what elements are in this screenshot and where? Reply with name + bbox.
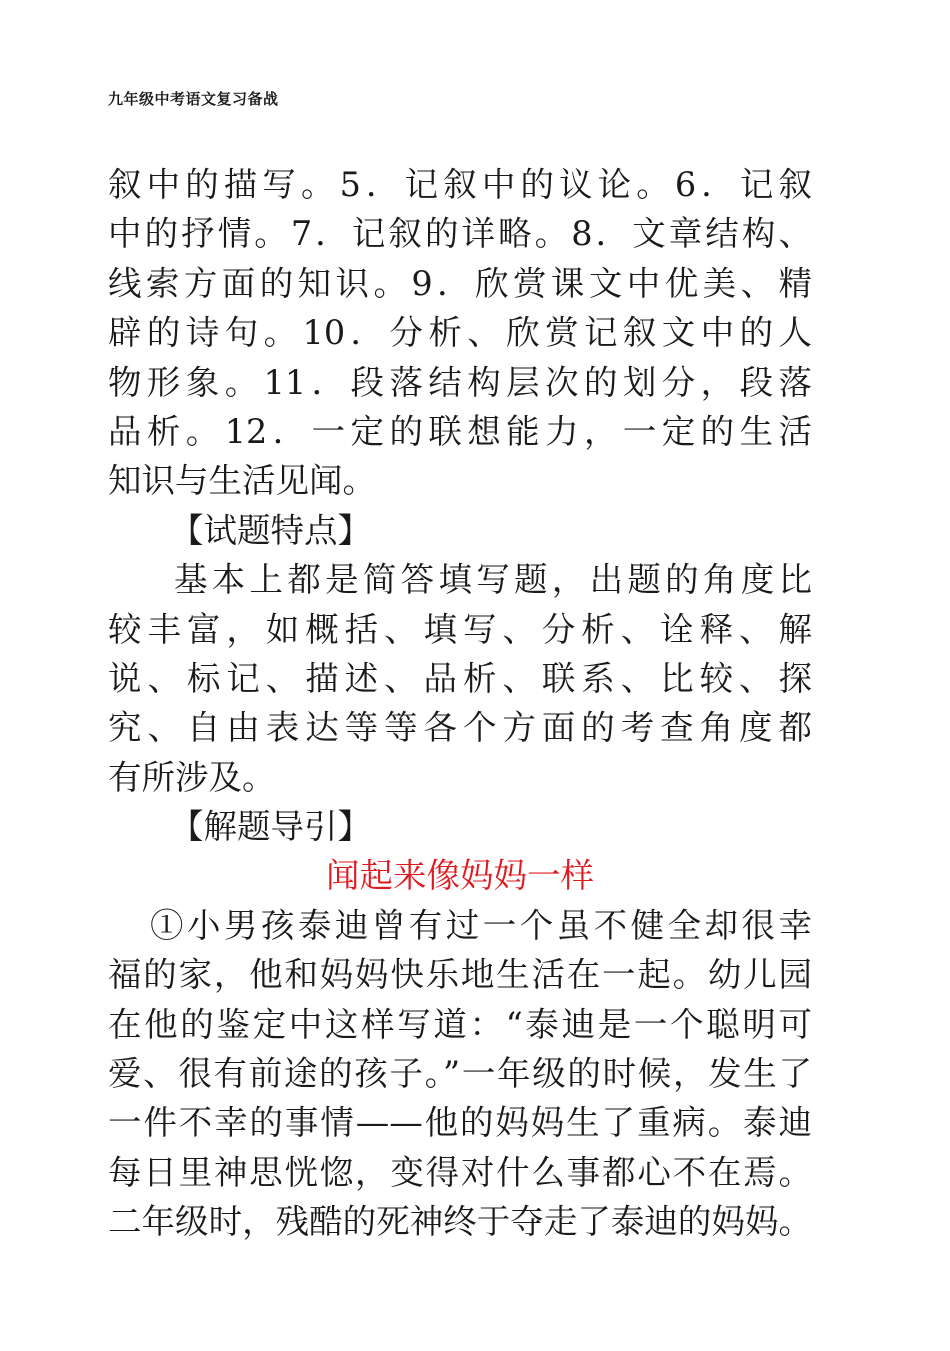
section-heading-guide: 【解题导引】 <box>170 807 371 847</box>
text-line: ①小男孩泰迪曾有过一个虽不健全却很幸 <box>150 905 812 945</box>
article-title: 闻起来像妈妈一样 <box>326 856 594 896</box>
text-line: 物形象。11．段落结构层次的划分，段落 <box>108 362 812 402</box>
text-line: 每日里神思恍惚，变得对什么事都心不在焉。 <box>108 1152 812 1192</box>
text-line: 中的抒情。7．记叙的详略。8．文章结构、 <box>108 214 812 254</box>
text-line: 有所涉及。 <box>108 757 276 797</box>
text-line: 叙中的描写。5．记叙中的议论。6．记叙 <box>108 165 812 204</box>
document-body <box>108 160 812 1247</box>
text-line: 说、标记、描述、品析、联系、比较、探 <box>108 658 812 698</box>
text-line: 爱、很有前途的孩子。”一年级的时候，发生了 <box>108 1054 812 1094</box>
text-line: 品析。12．一定的联想能力，一定的生活 <box>108 411 812 451</box>
text-line: 知识与生活见闻。 <box>108 461 376 501</box>
text-line: 在他的鉴定中这样写道：“泰迪是一个聪明可 <box>108 1004 812 1044</box>
text-line: 较丰富，如概括、填写、分析、诠释、解 <box>108 609 812 649</box>
text-line: 究、自由表达等等各个方面的考查角度都 <box>108 708 812 748</box>
text-line: 福的家，他和妈妈快乐地生活在一起。幼儿园 <box>108 955 812 995</box>
section-heading-features: 【试题特点】 <box>170 510 371 550</box>
text-line: 辟的诗句。10．分析、欣赏记叙文中的人 <box>108 313 812 353</box>
text-line: 一件不幸的事情——他的妈妈生了重病。泰迪 <box>108 1103 812 1143</box>
text-line: 基本上都是简答填写题，出题的角度比 <box>174 560 812 600</box>
text-line: 线索方面的知识。9．欣赏课文中优美、精 <box>108 263 812 303</box>
text-line: 二年级时，残酷的死神终于夺走了泰迪的妈妈。 <box>108 1202 812 1242</box>
page-header: 九年级中考语文复习备战 <box>108 90 279 108</box>
